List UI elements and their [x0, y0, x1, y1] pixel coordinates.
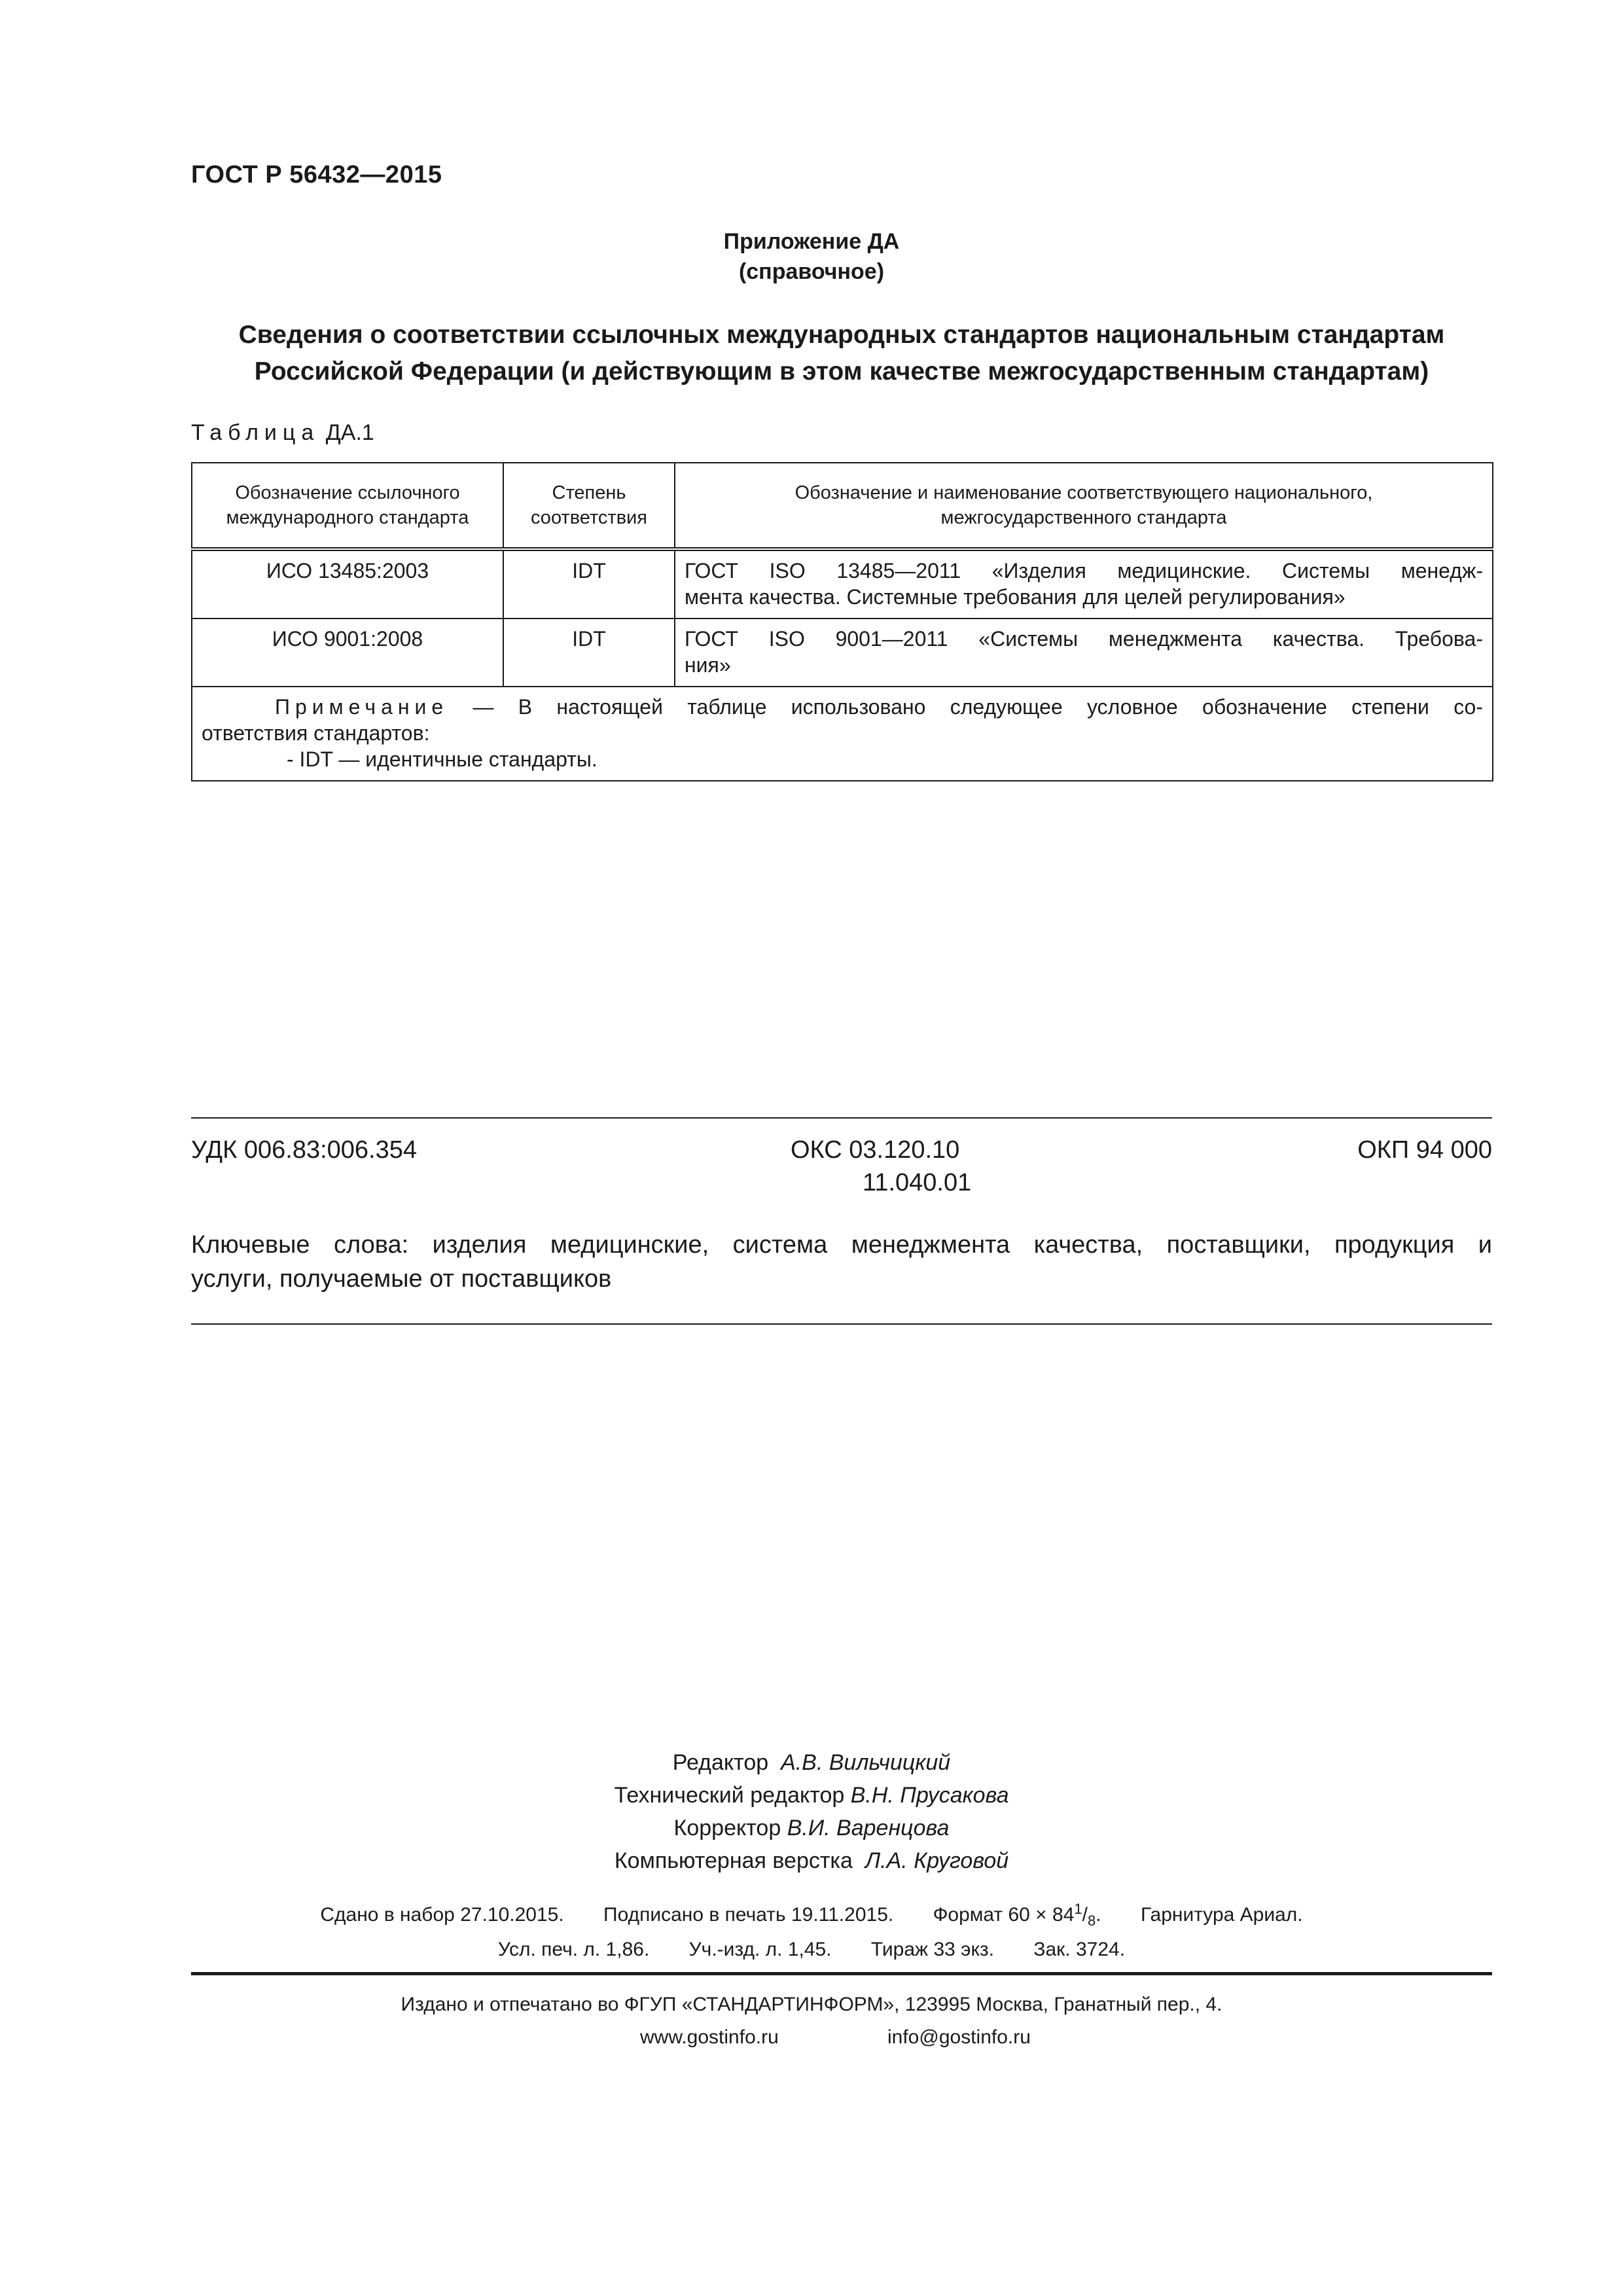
table-note-row	[192, 687, 1493, 781]
cell-intl: ИСО 9001:2008	[192, 619, 503, 687]
credit-layout: Компьютерная верстка Л.А. Круговой	[614, 1848, 1009, 1873]
annex-heading	[191, 317, 1492, 390]
note-label: Примечание	[275, 695, 449, 719]
annex-heading-line1: Сведения о соответствии ссылочных международных стандартов национальным стандартам	[238, 321, 1445, 349]
credits	[0, 1746, 1623, 1877]
cell-national: ГОСТ ISO 9001—2011 «Системы менеджмента качества. Требова- ния»	[675, 619, 1493, 687]
table-label	[191, 420, 374, 446]
publisher-website: www.gostinfo.ru	[640, 2026, 779, 2048]
table-label-word: Таблица	[191, 420, 320, 445]
format-info: Формат $60 \times 84^1/_8$.	[933, 1901, 1101, 1929]
divider	[191, 1323, 1492, 1325]
okp-code: ОКП 94 000	[1357, 1136, 1492, 1164]
column-header-intl: Обозначение ссылочного международного стандарта	[192, 463, 503, 549]
column-header-degree: Степень соответствия	[503, 463, 675, 549]
credit-editor: Редактор А.В. Вильчицкий	[672, 1750, 951, 1775]
credit-corrector: Корректор В.И. Варенцова	[673, 1816, 950, 1840]
table-label-number: ДА.1	[325, 420, 374, 445]
column-header-national: Обозначение и наименование соответствующего национального, межгосударственного стандарта	[675, 463, 1493, 549]
publisher-email: info@gostinfo.ru	[887, 2026, 1031, 2048]
table-row	[192, 549, 1493, 619]
table-row	[192, 619, 1493, 687]
document-code: ГОСТ Р 56432—2015	[191, 161, 442, 188]
annex-type: (справочное)	[738, 259, 885, 284]
publisher-line: Издано и отпечатано во ФГУП «СТАНДАРТИНФОРМ», 123995 Москва, Гранатный пер., 4.	[401, 1994, 1222, 2015]
cell-national: ГОСТ ISO 13485—2011 «Изделия медицинские. Системы менедж- мента качества. Системные требования для целей регулирования»	[675, 549, 1493, 619]
annex-title: Приложение ДА	[723, 229, 900, 254]
oks-code: ОКС 03.120.10	[791, 1136, 960, 1164]
standards-table	[191, 462, 1493, 781]
table-note: Примечание — В настоящей таблице использовано следующее условное обозначение степени со- ответствия стандартов: - IDT — идентичные стандарты.	[192, 687, 1493, 781]
annex-heading-line2: Российской Федерации (и действующим в этом качестве межгосударственным стандартам)	[254, 357, 1429, 386]
cell-intl: ИСО 13485:2003	[192, 549, 503, 619]
divider	[191, 1117, 1492, 1119]
divider	[191, 1972, 1492, 1975]
oks-code-2: 11.040.01	[863, 1169, 972, 1196]
keywords: Ключевые слова: изделия медицинские, система менеджмента качества, поставщики, продукция и услуги, получаемые от поставщиков	[191, 1231, 1492, 1293]
table-header-row	[192, 463, 1493, 549]
credit-tech-editor: Технический редактор В.Н. Прусакова	[614, 1783, 1009, 1808]
cell-degree: IDT	[503, 619, 675, 687]
print-info-2: Усл. печ. л. 1,86. Уч.-изд. л. 1,45. Тираж 33 экз. Зак. 3724.	[497, 1939, 1126, 1960]
udk-code: УДК 006.83:006.354	[191, 1136, 418, 1164]
print-info: Сдано в набор 27.10.2015. Подписано в печать 19.11.2015. Формат $60 \times 84^1/_8$. Гарнитура Ариал.	[320, 1901, 1303, 1929]
cell-degree: IDT	[503, 549, 675, 619]
